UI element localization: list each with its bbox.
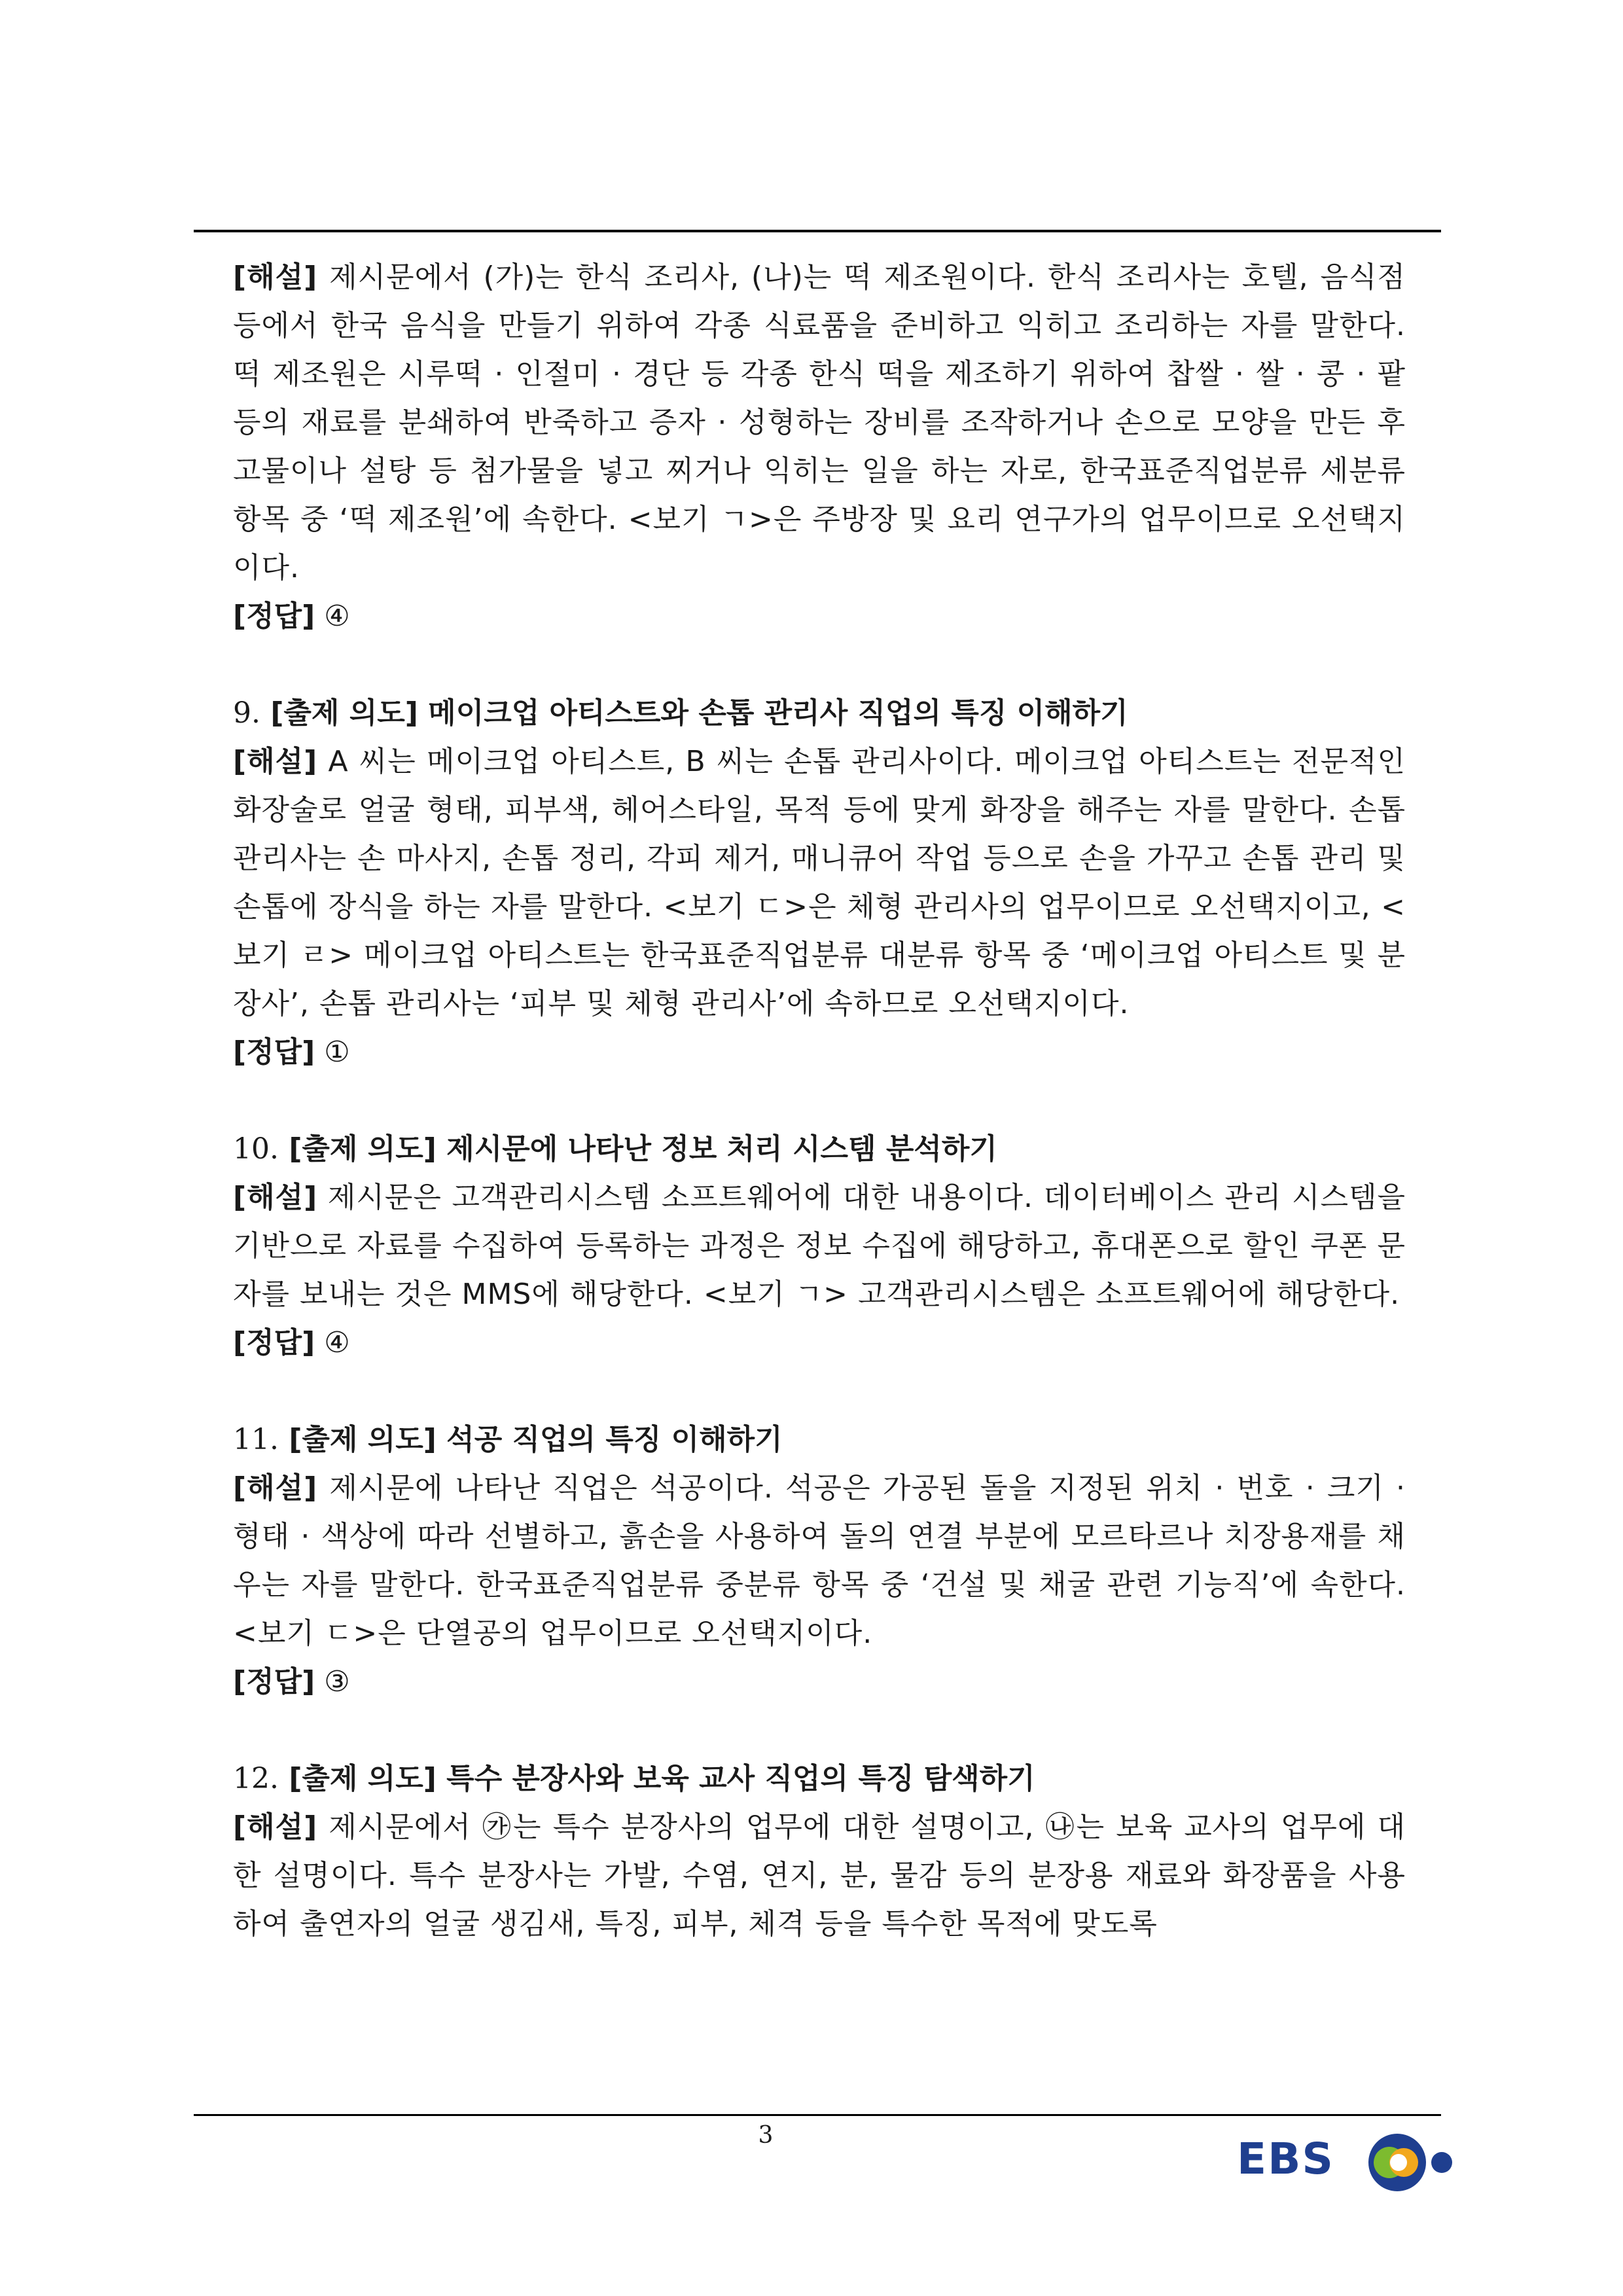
explanation-paragraph — [233, 1174, 1406, 1319]
answer-label: [정답] — [233, 1665, 315, 1698]
explanation-text: 제시문에 나타난 직업은 석공이다. 석공은 가공된 돌을 지정된 위치 · 번호 · 크기 · 형태 · 색상에 따라 선별하고, 흙손을 사용하여 돌의 연결 부분에 모르타르나 치장용재를 채우는 자를 말한다. 한국표준직업분류 중분류 항목 중 ‘건설 및 채굴 관련 기능직’에 속한다. <보기 ㄷ>은 단열공의 업무이므로 오선택지이다. — [233, 1471, 1406, 1650]
answer-value: ④ — [324, 1326, 350, 1359]
question-intent: [출제 의도] 특수 분장사와 보육 교사 직업의 특징 탐색하기 — [289, 1762, 1035, 1795]
question-10 — [233, 1125, 1406, 1367]
question-title — [233, 1125, 1406, 1174]
question-intent: [출제 의도] 제시문에 나타난 정보 처리 시스템 분석하기 — [289, 1132, 997, 1166]
answer-line — [233, 1658, 1406, 1706]
answer-value: ① — [324, 1035, 350, 1069]
question-number: 9. — [233, 696, 260, 730]
ebs-logo-text: EBS — [1237, 2134, 1334, 2184]
explanation-label: [해설] — [233, 260, 318, 294]
explanation-label: [해설] — [233, 1181, 318, 1214]
question-title — [233, 1755, 1406, 1803]
question-9 — [233, 689, 1406, 1077]
question-intent: [출제 의도] 메이크업 아티스트와 손톱 관리사 직업의 특징 이해하기 — [270, 696, 1128, 730]
explanation-label: [해설] — [233, 1471, 318, 1505]
question-title — [233, 1416, 1406, 1464]
answer-line — [233, 1319, 1406, 1367]
question-number: 11. — [233, 1423, 279, 1456]
header-rule — [194, 230, 1441, 232]
answer-label: [정답] — [233, 600, 315, 633]
answer-label: [정답] — [233, 1326, 315, 1359]
question-number: 12. — [233, 1762, 279, 1795]
page-number: 3 — [758, 2122, 774, 2149]
explanation-label: [해설] — [233, 1810, 318, 1844]
answer-line — [233, 1028, 1406, 1077]
answer-value: ④ — [324, 600, 350, 633]
explanation-label: [해설] — [233, 745, 318, 778]
explanation-text: A 씨는 메이크업 아티스트, B 씨는 손톱 관리사이다. 메이크업 아티스트는 전문적인 화장술로 얼굴 형태, 피부색, 헤어스타일, 목적 등에 맞게 화장을 해주는 자를 말한다. 손톱 관리사는 손 마사지, 손톱 정리, 각피 제거, 매니큐어 작업 등으로 손을 가꾸고 손톱 관리 및 손톱에 장식을 하는 자를 말한다. <보기 ㄷ>은 체형 관리사의 업무이므로 오선택지이고, <보기 ㄹ> 메이크업 아티스트는 한국표준직업분류 대분류 항목 중 ‘메이크업 아티스트 및 분장사’, 손톱 관리사는 ‘피부 및 체형 관리사’에 속하므로 오선택지이다. — [233, 745, 1406, 1020]
footer-rule — [194, 2114, 1441, 2116]
explanation-text: 제시문에서 ㉮는 특수 분장사의 업무에 대한 설명이고, ㉯는 보육 교사의 업무에 대한 설명이다. 특수 분장사는 가발, 수염, 연지, 분, 물감 등의 분장용 재료와 화장품을 사용하여 출연자의 얼굴 생김새, 특징, 피부, 체격 등을 특수한 목적에 맞도록 — [233, 1810, 1406, 1941]
question-intent: [출제 의도] 석공 직업의 특징 이해하기 — [289, 1423, 783, 1456]
ebs-logo-mark-icon — [1364, 2130, 1456, 2195]
question-title — [233, 689, 1406, 738]
question-12 — [233, 1755, 1406, 1948]
explanation-paragraph — [233, 1464, 1406, 1658]
explanation-paragraph — [233, 253, 1406, 592]
answer-label: [정답] — [233, 1035, 315, 1069]
explanation-text: 제시문에서 (가)는 한식 조리사, (나)는 떡 제조원이다. 한식 조리사는 호텔, 음식점 등에서 한국 음식을 만들기 위하여 각종 식료품을 준비하고 익히고 조리하는 자를 말한다. 떡 제조원은 시루떡 · 인절미 · 경단 등 각종 한식 떡을 제조하기 위하여 찹쌀 · 쌀 · 콩 · 팥 등의 재료를 분쇄하여 반죽하고 증자 · 성형하는 장비를 조작하거나 손으로 모양을 만든 후 고물이나 설탕 등 첨가물을 넣고 찌거나 익히는 일을 하는 자로, 한국표준직업분류 세분류 항목 중 ‘떡 제조원’에 속한다. <보기 ㄱ>은 주방장 및 요리 연구가의 업무이므로 오선택지이다. — [233, 260, 1406, 584]
answer-line — [233, 592, 1406, 641]
page-content — [233, 253, 1406, 1948]
ebs-logo — [1237, 2122, 1459, 2200]
question-number: 10. — [233, 1132, 279, 1166]
explanation-paragraph — [233, 1803, 1406, 1948]
explanation-paragraph — [233, 738, 1406, 1028]
answer-value: ③ — [324, 1665, 350, 1698]
question-11 — [233, 1416, 1406, 1706]
explanation-text: 제시문은 고객관리시스템 소프트웨어에 대한 내용이다. 데이터베이스 관리 시스템을 기반으로 자료를 수집하여 등록하는 과정은 정보 수집에 해당하고, 휴대폰으로 할인 쿠폰 문자를 보내는 것은 MMS에 해당한다. <보기 ㄱ> 고객관리시스템은 소프트웨어에 해당한다. — [233, 1181, 1406, 1311]
section-8-continued — [233, 253, 1406, 641]
